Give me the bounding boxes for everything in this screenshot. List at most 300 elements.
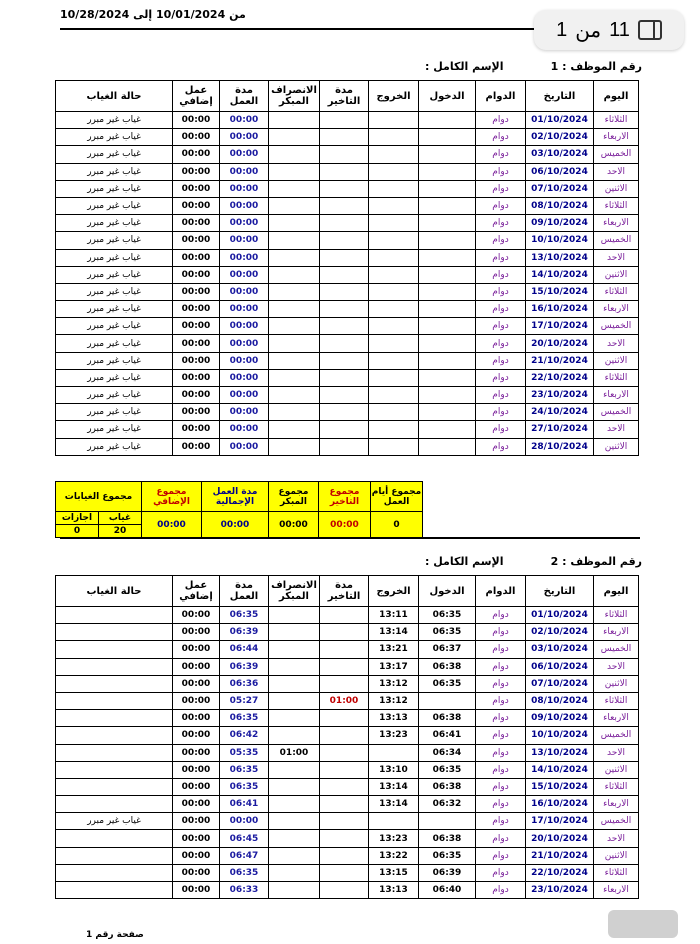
day-cell: الاحد: [594, 335, 639, 352]
date-cell: 24/10/2024: [526, 404, 594, 421]
shift-cell: دوام: [476, 882, 526, 899]
date-cell: 01/10/2024: [526, 112, 594, 129]
check-in-cell: [419, 404, 476, 421]
check-out-cell: 13:11: [369, 607, 419, 624]
late-cell: [320, 180, 369, 197]
employee-number-1: رقم الموظف : 1: [550, 60, 642, 73]
work-duration-cell: 00:00: [220, 215, 269, 232]
table-row: [56, 266, 639, 283]
table-row: [56, 675, 639, 692]
check-out-cell: 13:22: [369, 847, 419, 864]
overtime-cell: 00:00: [173, 675, 220, 692]
column-header: الدخول: [419, 576, 476, 607]
late-cell: [320, 249, 369, 266]
absence-status-cell: [56, 796, 173, 813]
check-out-cell: 13:13: [369, 882, 419, 899]
date-range: من 10/01/2024 إلى 10/28/2024: [60, 8, 246, 21]
day-cell: الاربعاء: [594, 710, 639, 727]
date-cell: 14/10/2024: [526, 266, 594, 283]
shift-cell: دوام: [476, 197, 526, 214]
early-leave-cell: [269, 163, 320, 180]
work-duration-cell: 06:41: [220, 796, 269, 813]
overtime-cell: 00:00: [173, 624, 220, 641]
early-leave-cell: [269, 710, 320, 727]
shift-cell: دوام: [476, 607, 526, 624]
absence-status-cell: [56, 744, 173, 761]
shift-cell: دوام: [476, 830, 526, 847]
overtime-cell: 00:00: [173, 404, 220, 421]
sum-late-label: مجموع التاخير: [319, 482, 371, 512]
work-duration-cell: 00:00: [220, 283, 269, 300]
shift-cell: دوام: [476, 232, 526, 249]
sum-leave-sub: اجازات: [56, 512, 99, 525]
column-header: مدة العمل: [220, 81, 269, 112]
check-in-cell: 06:40: [419, 882, 476, 899]
column-header: اليوم: [594, 576, 639, 607]
date-cell: 17/10/2024: [526, 318, 594, 335]
check-out-cell: 13:14: [369, 624, 419, 641]
sum-early: 00:00: [269, 512, 319, 538]
overtime-cell: 00:00: [173, 215, 220, 232]
check-in-cell: 06:39: [419, 864, 476, 881]
table-row: [56, 146, 639, 163]
absence-status-cell: غياب غير مبرر: [56, 266, 173, 283]
shift-cell: دوام: [476, 146, 526, 163]
overtime-cell: 00:00: [173, 369, 220, 386]
table-row: [56, 301, 639, 318]
day-cell: الخميس: [594, 146, 639, 163]
shift-cell: دوام: [476, 266, 526, 283]
shift-cell: دوام: [476, 387, 526, 404]
day-cell: الاحد: [594, 830, 639, 847]
column-header: عمل إضافي: [173, 576, 220, 607]
early-leave-cell: [269, 675, 320, 692]
check-in-cell: [419, 438, 476, 455]
shift-cell: دوام: [476, 761, 526, 778]
check-out-cell: 13:15: [369, 864, 419, 881]
day-cell: الاثنين: [594, 675, 639, 692]
table-row: [56, 692, 639, 709]
overtime-cell: 00:00: [173, 710, 220, 727]
page-current: 1: [556, 18, 568, 41]
late-cell: [320, 882, 369, 899]
check-out-cell: [369, 335, 419, 352]
overtime-cell: 00:00: [173, 112, 220, 129]
absence-status-cell: [56, 761, 173, 778]
early-leave-cell: [269, 146, 320, 163]
overtime-cell: 00:00: [173, 249, 220, 266]
work-duration-cell: 00:00: [220, 813, 269, 830]
work-duration-cell: 00:00: [220, 266, 269, 283]
day-cell: الاثنين: [594, 352, 639, 369]
check-out-cell: [369, 283, 419, 300]
check-in-cell: 06:34: [419, 744, 476, 761]
early-leave-cell: [269, 215, 320, 232]
check-in-cell: 06:35: [419, 624, 476, 641]
day-cell: الخميس: [594, 404, 639, 421]
table-row: [56, 163, 639, 180]
absence-status-cell: [56, 847, 173, 864]
date-cell: 22/10/2024: [526, 864, 594, 881]
check-in-cell: 06:35: [419, 847, 476, 864]
overtime-cell: 00:00: [173, 796, 220, 813]
sum-late: 00:00: [319, 512, 371, 538]
column-header: الدخول: [419, 81, 476, 112]
sidebar-toggle-icon[interactable]: [638, 20, 662, 40]
absence-status-cell: [56, 778, 173, 795]
check-in-cell: [419, 421, 476, 438]
page-indicator[interactable]: [534, 10, 684, 50]
absence-status-cell: غياب غير مبرر: [56, 335, 173, 352]
work-duration-cell: 00:00: [220, 180, 269, 197]
check-out-cell: 13:14: [369, 796, 419, 813]
check-in-cell: [419, 163, 476, 180]
check-in-cell: [419, 369, 476, 386]
table-row: [56, 607, 639, 624]
sum-total-work: 00:00: [202, 512, 269, 538]
table-row: [56, 882, 639, 899]
check-in-cell: [419, 283, 476, 300]
overtime-cell: 00:00: [173, 641, 220, 658]
overtime-cell: 00:00: [173, 352, 220, 369]
check-in-cell: 06:32: [419, 796, 476, 813]
sum-early-label: مجموع المبكر: [269, 482, 319, 512]
date-cell: 03/10/2024: [526, 641, 594, 658]
early-leave-cell: [269, 692, 320, 709]
shift-cell: دوام: [476, 249, 526, 266]
overtime-cell: 00:00: [173, 180, 220, 197]
late-cell: [320, 658, 369, 675]
check-out-cell: 13:12: [369, 675, 419, 692]
column-header: عمل إضافي: [173, 81, 220, 112]
early-leave-cell: [269, 607, 320, 624]
date-cell: 01/10/2024: [526, 607, 594, 624]
shift-cell: دوام: [476, 710, 526, 727]
sum-leave: 0: [56, 525, 99, 538]
late-cell: [320, 438, 369, 455]
column-header: التاريخ: [526, 81, 594, 112]
sum-overtime-label: مجموع الإضافي: [142, 482, 202, 512]
table-row: [56, 864, 639, 881]
column-header: مدة التاخير: [320, 81, 369, 112]
overtime-cell: 00:00: [173, 813, 220, 830]
day-cell: الثلاثاء: [594, 197, 639, 214]
table-row: [56, 847, 639, 864]
absence-status-cell: غياب غير مبرر: [56, 112, 173, 129]
check-out-cell: 13:13: [369, 710, 419, 727]
date-cell: 06/10/2024: [526, 163, 594, 180]
work-duration-cell: 06:35: [220, 710, 269, 727]
work-duration-cell: 06:42: [220, 727, 269, 744]
check-in-cell: [419, 129, 476, 146]
check-out-cell: [369, 180, 419, 197]
late-cell: [320, 813, 369, 830]
late-cell: [320, 778, 369, 795]
check-out-cell: 13:23: [369, 727, 419, 744]
shift-cell: دوام: [476, 675, 526, 692]
check-in-cell: 06:35: [419, 675, 476, 692]
late-cell: [320, 335, 369, 352]
work-duration-cell: 06:39: [220, 658, 269, 675]
day-cell: الاثنين: [594, 847, 639, 864]
early-leave-cell: [269, 283, 320, 300]
employee-name-2: الإسم الكامل :: [425, 555, 504, 568]
work-duration-cell: 00:00: [220, 197, 269, 214]
early-leave-cell: [269, 318, 320, 335]
page-number: صفحة رقم 1: [86, 930, 144, 940]
absence-status-cell: [56, 727, 173, 744]
day-cell: الاحد: [594, 421, 639, 438]
check-out-cell: [369, 163, 419, 180]
date-cell: 13/10/2024: [526, 249, 594, 266]
late-cell: [320, 744, 369, 761]
late-cell: [320, 318, 369, 335]
absence-status-cell: [56, 607, 173, 624]
overtime-cell: 00:00: [173, 318, 220, 335]
table-row: [56, 438, 639, 455]
check-in-cell: 06:38: [419, 710, 476, 727]
late-cell: [320, 607, 369, 624]
absence-status-cell: [56, 658, 173, 675]
early-leave-cell: [269, 847, 320, 864]
absence-status-cell: [56, 675, 173, 692]
sum-total-work-label: مدة العمل الإجمالية: [202, 482, 269, 512]
sum-absence: 20: [99, 525, 142, 538]
check-in-cell: 06:35: [419, 607, 476, 624]
column-header: الانصراف المبكر: [269, 576, 320, 607]
early-leave-cell: [269, 641, 320, 658]
table-row: [56, 710, 639, 727]
late-cell: [320, 112, 369, 129]
work-duration-cell: 00:00: [220, 301, 269, 318]
check-in-cell: 06:35: [419, 761, 476, 778]
late-cell: [320, 129, 369, 146]
table-row: [56, 404, 639, 421]
date-cell: 23/10/2024: [526, 882, 594, 899]
date-cell: 07/10/2024: [526, 180, 594, 197]
table-row: [56, 421, 639, 438]
overtime-cell: 00:00: [173, 864, 220, 881]
date-cell: 08/10/2024: [526, 692, 594, 709]
check-out-cell: [369, 197, 419, 214]
late-cell: [320, 761, 369, 778]
work-duration-cell: 06:44: [220, 641, 269, 658]
check-out-cell: 13:10: [369, 761, 419, 778]
late-cell: [320, 197, 369, 214]
day-cell: الخميس: [594, 727, 639, 744]
day-cell: الثلاثاء: [594, 692, 639, 709]
table-row: [56, 197, 639, 214]
date-cell: 20/10/2024: [526, 830, 594, 847]
early-leave-cell: [269, 387, 320, 404]
absence-status-cell: غياب غير مبرر: [56, 404, 173, 421]
absence-status-cell: غياب غير مبرر: [56, 249, 173, 266]
work-duration-cell: 06:35: [220, 607, 269, 624]
late-cell: [320, 864, 369, 881]
check-out-cell: [369, 387, 419, 404]
column-header: الخروج: [369, 576, 419, 607]
column-header: الخروج: [369, 81, 419, 112]
day-cell: الاربعاء: [594, 387, 639, 404]
early-leave-cell: [269, 266, 320, 283]
work-duration-cell: 00:00: [220, 318, 269, 335]
overtime-cell: 00:00: [173, 387, 220, 404]
date-cell: 09/10/2024: [526, 215, 594, 232]
shift-cell: دوام: [476, 864, 526, 881]
table-row: [56, 215, 639, 232]
table-row: [56, 112, 639, 129]
check-out-cell: [369, 438, 419, 455]
late-cell: [320, 215, 369, 232]
day-cell: الاحد: [594, 249, 639, 266]
check-out-cell: [369, 813, 419, 830]
column-header: حالة الغياب: [56, 576, 173, 607]
absence-status-cell: غياب غير مبرر: [56, 180, 173, 197]
work-duration-cell: 00:00: [220, 112, 269, 129]
work-duration-cell: 00:00: [220, 249, 269, 266]
work-duration-cell: 06:33: [220, 882, 269, 899]
shift-cell: دوام: [476, 744, 526, 761]
shift-cell: دوام: [476, 112, 526, 129]
day-cell: الاربعاء: [594, 796, 639, 813]
check-out-cell: 13:17: [369, 658, 419, 675]
early-leave-cell: 01:00: [269, 744, 320, 761]
shift-cell: دوام: [476, 847, 526, 864]
absence-status-cell: [56, 624, 173, 641]
day-cell: الاحد: [594, 163, 639, 180]
day-cell: الاثنين: [594, 266, 639, 283]
absence-status-cell: غياب غير مبرر: [56, 232, 173, 249]
late-cell: [320, 232, 369, 249]
early-leave-cell: [269, 335, 320, 352]
day-cell: الاثنين: [594, 438, 639, 455]
work-duration-cell: 00:00: [220, 335, 269, 352]
check-in-cell: [419, 249, 476, 266]
absence-status-cell: غياب غير مبرر: [56, 163, 173, 180]
overtime-cell: 00:00: [173, 197, 220, 214]
check-out-cell: [369, 744, 419, 761]
check-in-cell: [419, 112, 476, 129]
early-leave-cell: [269, 778, 320, 795]
table-row: [56, 283, 639, 300]
date-cell: 16/10/2024: [526, 796, 594, 813]
date-cell: 27/10/2024: [526, 421, 594, 438]
work-duration-cell: 00:00: [220, 129, 269, 146]
date-cell: 10/10/2024: [526, 727, 594, 744]
early-leave-cell: [269, 112, 320, 129]
overtime-cell: 00:00: [173, 301, 220, 318]
overtime-cell: 00:00: [173, 727, 220, 744]
absence-status-cell: غياب غير مبرر: [56, 301, 173, 318]
early-leave-cell: [269, 369, 320, 386]
late-cell: [320, 369, 369, 386]
overtime-cell: 00:00: [173, 438, 220, 455]
date-cell: 14/10/2024: [526, 761, 594, 778]
check-out-cell: 13:14: [369, 778, 419, 795]
overtime-cell: 00:00: [173, 421, 220, 438]
absence-status-cell: غياب غير مبرر: [56, 283, 173, 300]
date-cell: 03/10/2024: [526, 146, 594, 163]
date-cell: 16/10/2024: [526, 301, 594, 318]
date-cell: 21/10/2024: [526, 352, 594, 369]
late-cell: 01:00: [320, 692, 369, 709]
date-cell: 20/10/2024: [526, 335, 594, 352]
absence-status-cell: غياب غير مبرر: [56, 813, 173, 830]
date-cell: 15/10/2024: [526, 778, 594, 795]
early-leave-cell: [269, 813, 320, 830]
sum-absence-label: مجموع الغيابات: [56, 482, 142, 512]
day-cell: الخميس: [594, 813, 639, 830]
early-leave-cell: [269, 352, 320, 369]
column-header: الانصراف المبكر: [269, 81, 320, 112]
early-leave-cell: [269, 438, 320, 455]
early-leave-cell: [269, 180, 320, 197]
column-header: التاريخ: [526, 576, 594, 607]
sum-work-days: 0: [371, 512, 423, 538]
check-out-cell: [369, 404, 419, 421]
watermark-logo: [608, 910, 678, 938]
shift-cell: دوام: [476, 129, 526, 146]
check-in-cell: [419, 301, 476, 318]
work-duration-cell: 06:36: [220, 675, 269, 692]
early-leave-cell: [269, 727, 320, 744]
day-cell: الثلاثاء: [594, 864, 639, 881]
table-row: [56, 624, 639, 641]
work-duration-cell: 06:35: [220, 761, 269, 778]
table-row: [56, 778, 639, 795]
date-cell: 10/10/2024: [526, 232, 594, 249]
check-in-cell: 06:41: [419, 727, 476, 744]
shift-cell: دوام: [476, 352, 526, 369]
date-cell: 28/10/2024: [526, 438, 594, 455]
table-row: [56, 369, 639, 386]
employee-name-1: الإسم الكامل :: [425, 60, 504, 73]
check-in-cell: [419, 180, 476, 197]
overtime-cell: 00:00: [173, 882, 220, 899]
shift-cell: دوام: [476, 796, 526, 813]
shift-cell: دوام: [476, 421, 526, 438]
check-in-cell: 06:38: [419, 830, 476, 847]
column-header: الدوام: [476, 81, 526, 112]
day-cell: الاثنين: [594, 761, 639, 778]
day-cell: الاحد: [594, 744, 639, 761]
late-cell: [320, 421, 369, 438]
absence-status-cell: [56, 830, 173, 847]
shift-cell: دوام: [476, 369, 526, 386]
date-cell: 02/10/2024: [526, 624, 594, 641]
table-row: [56, 249, 639, 266]
late-cell: [320, 404, 369, 421]
check-in-cell: [419, 197, 476, 214]
shift-cell: دوام: [476, 335, 526, 352]
early-leave-cell: [269, 232, 320, 249]
early-leave-cell: [269, 404, 320, 421]
late-cell: [320, 301, 369, 318]
overtime-cell: 00:00: [173, 744, 220, 761]
absence-status-cell: غياب غير مبرر: [56, 129, 173, 146]
work-duration-cell: 00:00: [220, 146, 269, 163]
date-cell: 23/10/2024: [526, 387, 594, 404]
early-leave-cell: [269, 761, 320, 778]
absence-status-cell: غياب غير مبرر: [56, 369, 173, 386]
table-row: [56, 658, 639, 675]
overtime-cell: 00:00: [173, 607, 220, 624]
date-cell: 08/10/2024: [526, 197, 594, 214]
table-row: [56, 761, 639, 778]
table-row: [56, 180, 639, 197]
date-cell: 06/10/2024: [526, 658, 594, 675]
work-duration-cell: 05:35: [220, 744, 269, 761]
